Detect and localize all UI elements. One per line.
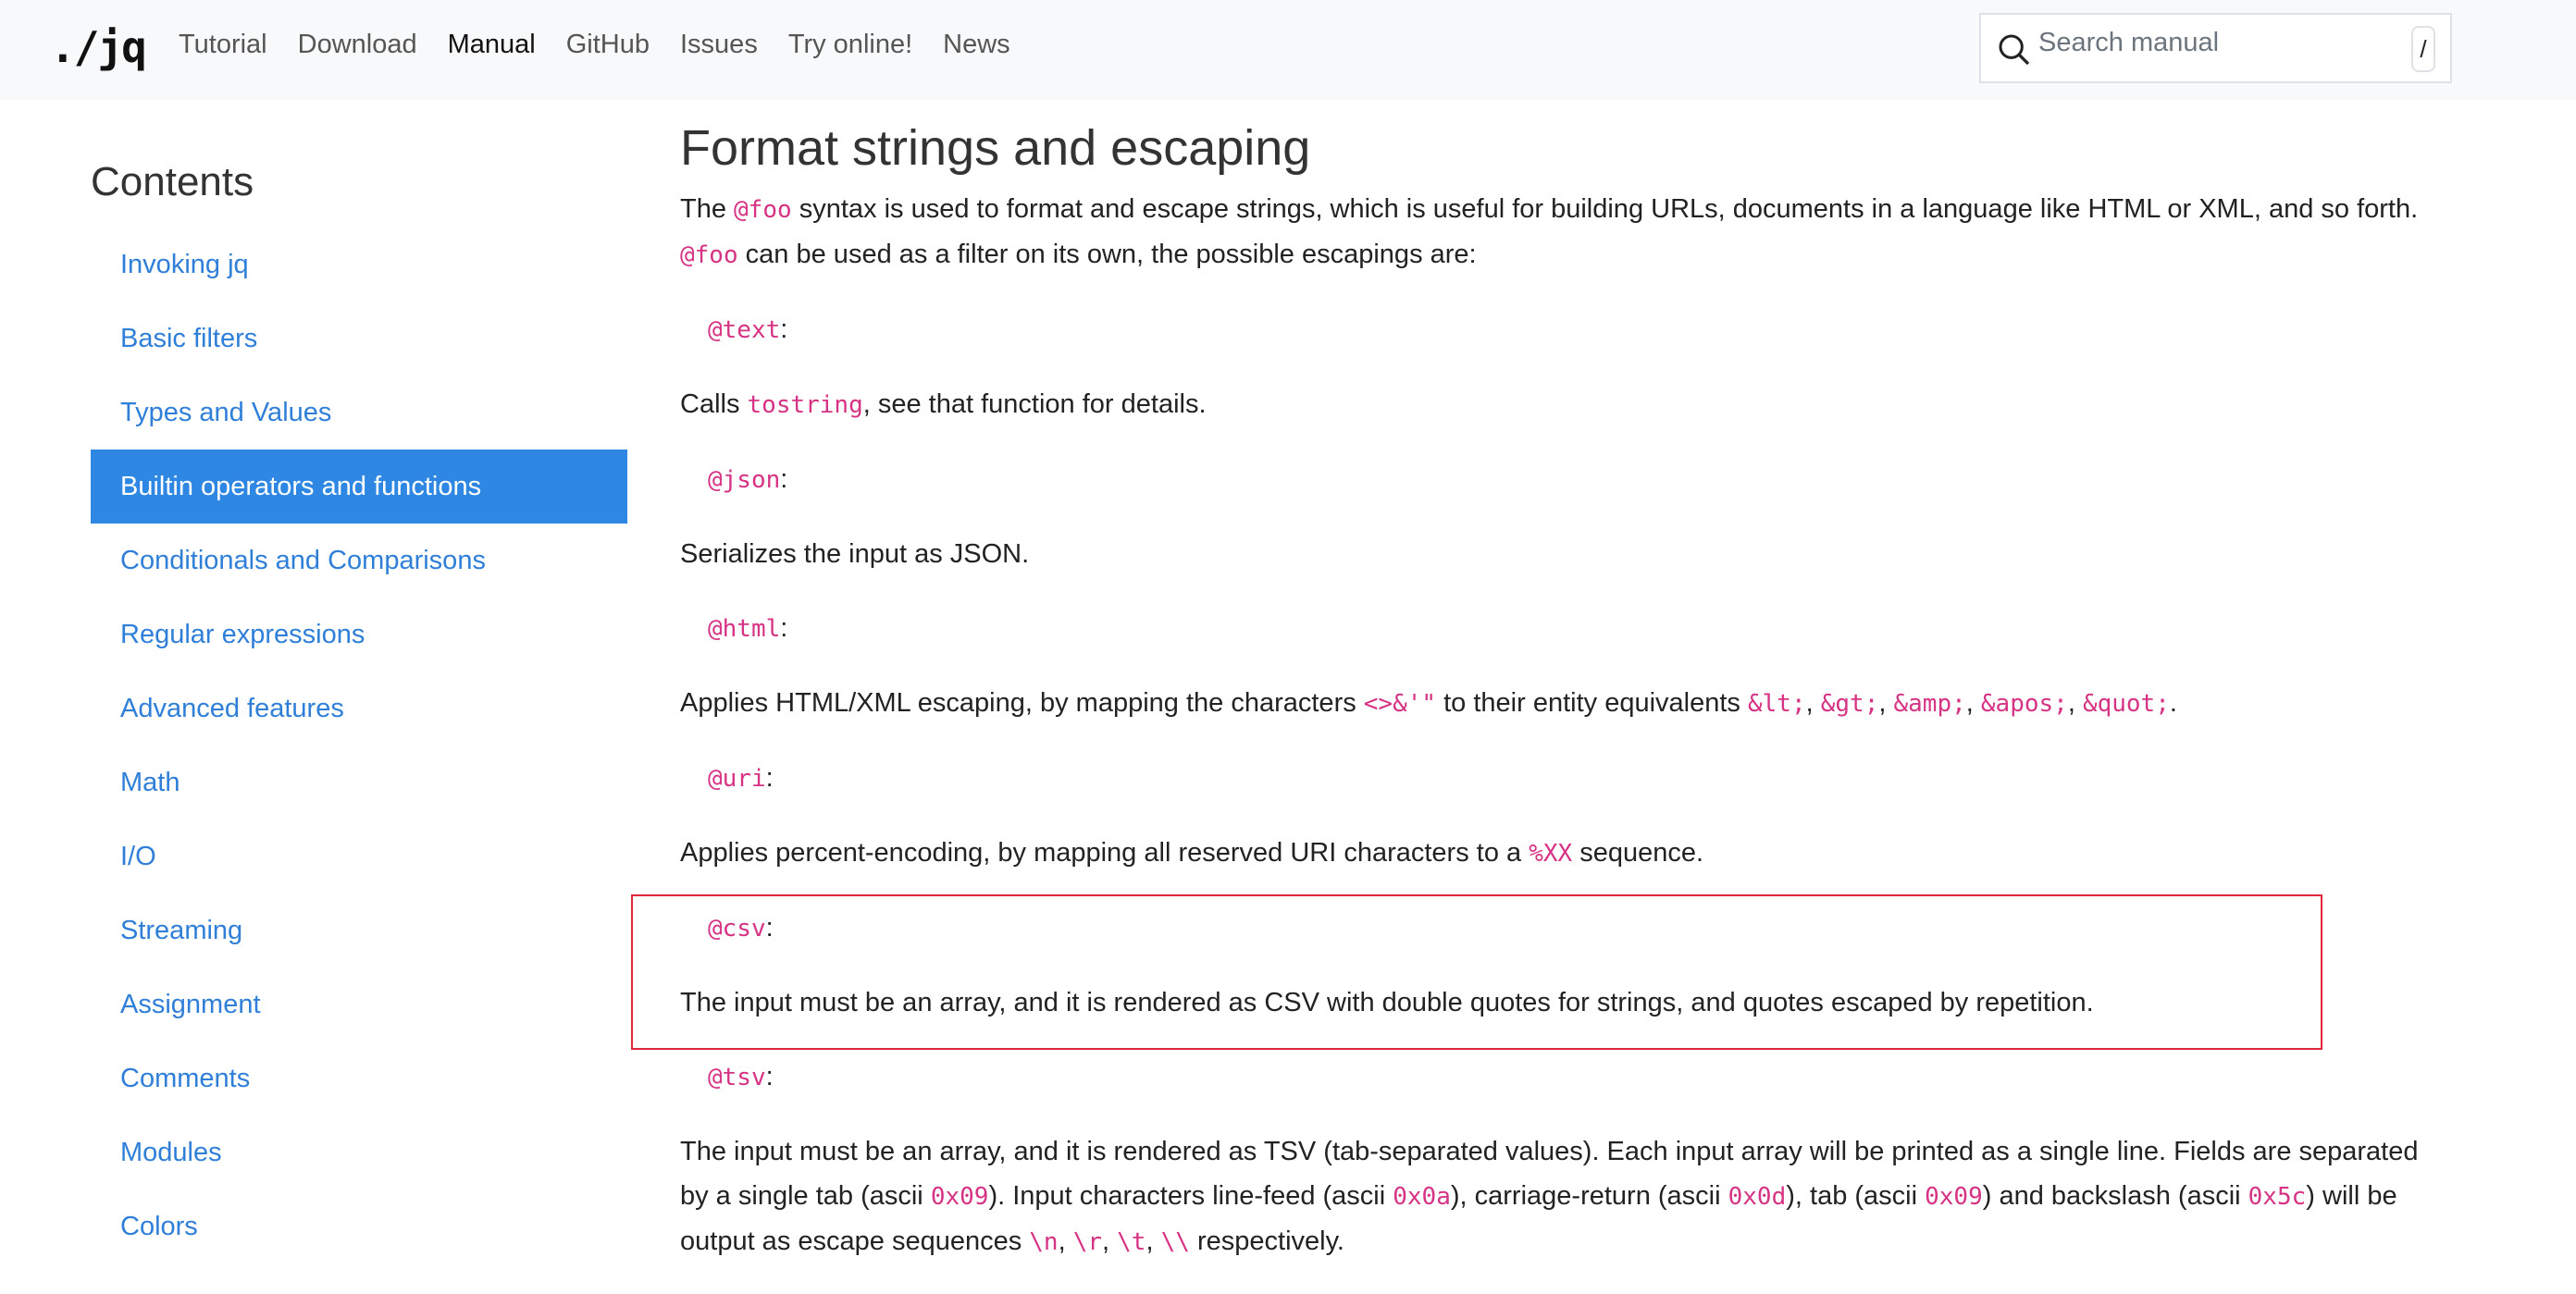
desc-csv: The input must be an array, and it is rendered as CSV with double quotes for strings, and quotes escaped by repetition. bbox=[680, 988, 2094, 1017]
section-title: Format strings and escaping bbox=[680, 120, 1311, 176]
desc-html: Applies HTML/XML escaping, by mapping the characters <>&'" to their entity equivalents &lt;, &gt;, &amp;, &apos;, &quot;. bbox=[680, 688, 2177, 718]
sidebar-item-regular-expressions[interactable]: Regular expressions bbox=[120, 620, 365, 649]
nav-try-online[interactable]: Try online! bbox=[787, 30, 913, 59]
nav-news[interactable]: News bbox=[943, 30, 1010, 59]
nav-github[interactable]: GitHub bbox=[565, 30, 650, 59]
jq-logo[interactable]: ./jq bbox=[50, 22, 145, 72]
term-uri: @uri: bbox=[708, 763, 774, 793]
sidebar-item-math[interactable]: Math bbox=[120, 768, 180, 797]
search-input[interactable] bbox=[2038, 28, 2372, 58]
nav-issues[interactable]: Issues bbox=[680, 30, 758, 59]
nav-tutorial[interactable]: Tutorial bbox=[179, 30, 267, 59]
desc-tsv: The input must be an array, and it is rendered as TSV (tab-separated values). Each input array will be printed as a single line. Fields are separated by a single tab (ascii 0x09). Input characters line-feed (ascii 0x0a), carriage-return (ascii 0x0d), tab (ascii 0x09) and backslash (ascii 0x5c) will be output as escape sequences \n, \r, \t, \\ respectively. bbox=[680, 1137, 2419, 1256]
desc-text: Calls tostring, see that function for details. bbox=[680, 389, 1207, 419]
sidebar-item-comments[interactable]: Comments bbox=[120, 1064, 251, 1093]
sidebar-item-colors[interactable]: Colors bbox=[120, 1212, 198, 1241]
intro-paragraph: The @foo syntax is used to format and escape strings, which is useful for building URLs, documents in a language like HTML or XML, and so forth. @foo can be used as a filter on its own, the possible escapings are: bbox=[680, 194, 2419, 269]
manual-content bbox=[680, 111, 2438, 1294]
sidebar-item-io[interactable]: I/O bbox=[120, 842, 156, 871]
desc-uri: Applies percent-encoding, by mapping all reserved URI characters to a %XX sequence. bbox=[680, 838, 1704, 868]
main-nav bbox=[179, 30, 1010, 60]
term-tsv: @tsv: bbox=[708, 1062, 774, 1091]
top-navbar bbox=[0, 0, 2576, 100]
term-json: @json: bbox=[708, 464, 788, 494]
sidebar-item-conditionals[interactable]: Conditionals and Comparisons bbox=[120, 546, 486, 575]
sidebar-item-types-and-values[interactable]: Types and Values bbox=[120, 398, 332, 427]
sidebar-item-streaming[interactable]: Streaming bbox=[120, 916, 243, 945]
search-shortcut-key: / bbox=[2411, 26, 2435, 72]
search-box[interactable] bbox=[1979, 13, 2452, 83]
term-csv: @csv: bbox=[708, 913, 774, 943]
sidebar-item-assignment[interactable]: Assignment bbox=[120, 990, 261, 1019]
sidebar-item-advanced-features[interactable]: Advanced features bbox=[120, 694, 344, 723]
sidebar-title: Contents bbox=[91, 159, 254, 204]
sidebar-item-invoking-jq[interactable]: Invoking jq bbox=[120, 250, 249, 279]
term-html: @html: bbox=[708, 613, 788, 643]
sidebar-item-modules[interactable]: Modules bbox=[120, 1138, 222, 1167]
term-text: @text: bbox=[708, 314, 788, 344]
search-icon bbox=[1996, 31, 2033, 68]
sidebar-item-basic-filters[interactable]: Basic filters bbox=[120, 324, 258, 353]
nav-manual[interactable]: Manual bbox=[447, 30, 536, 59]
highlight-box-csv bbox=[631, 894, 2322, 1050]
nav-download[interactable]: Download bbox=[297, 30, 417, 59]
sidebar bbox=[91, 228, 627, 1263]
desc-json: Serializes the input as JSON. bbox=[680, 539, 1030, 569]
sidebar-item-builtin-operators[interactable]: Builtin operators and functions bbox=[91, 450, 627, 524]
